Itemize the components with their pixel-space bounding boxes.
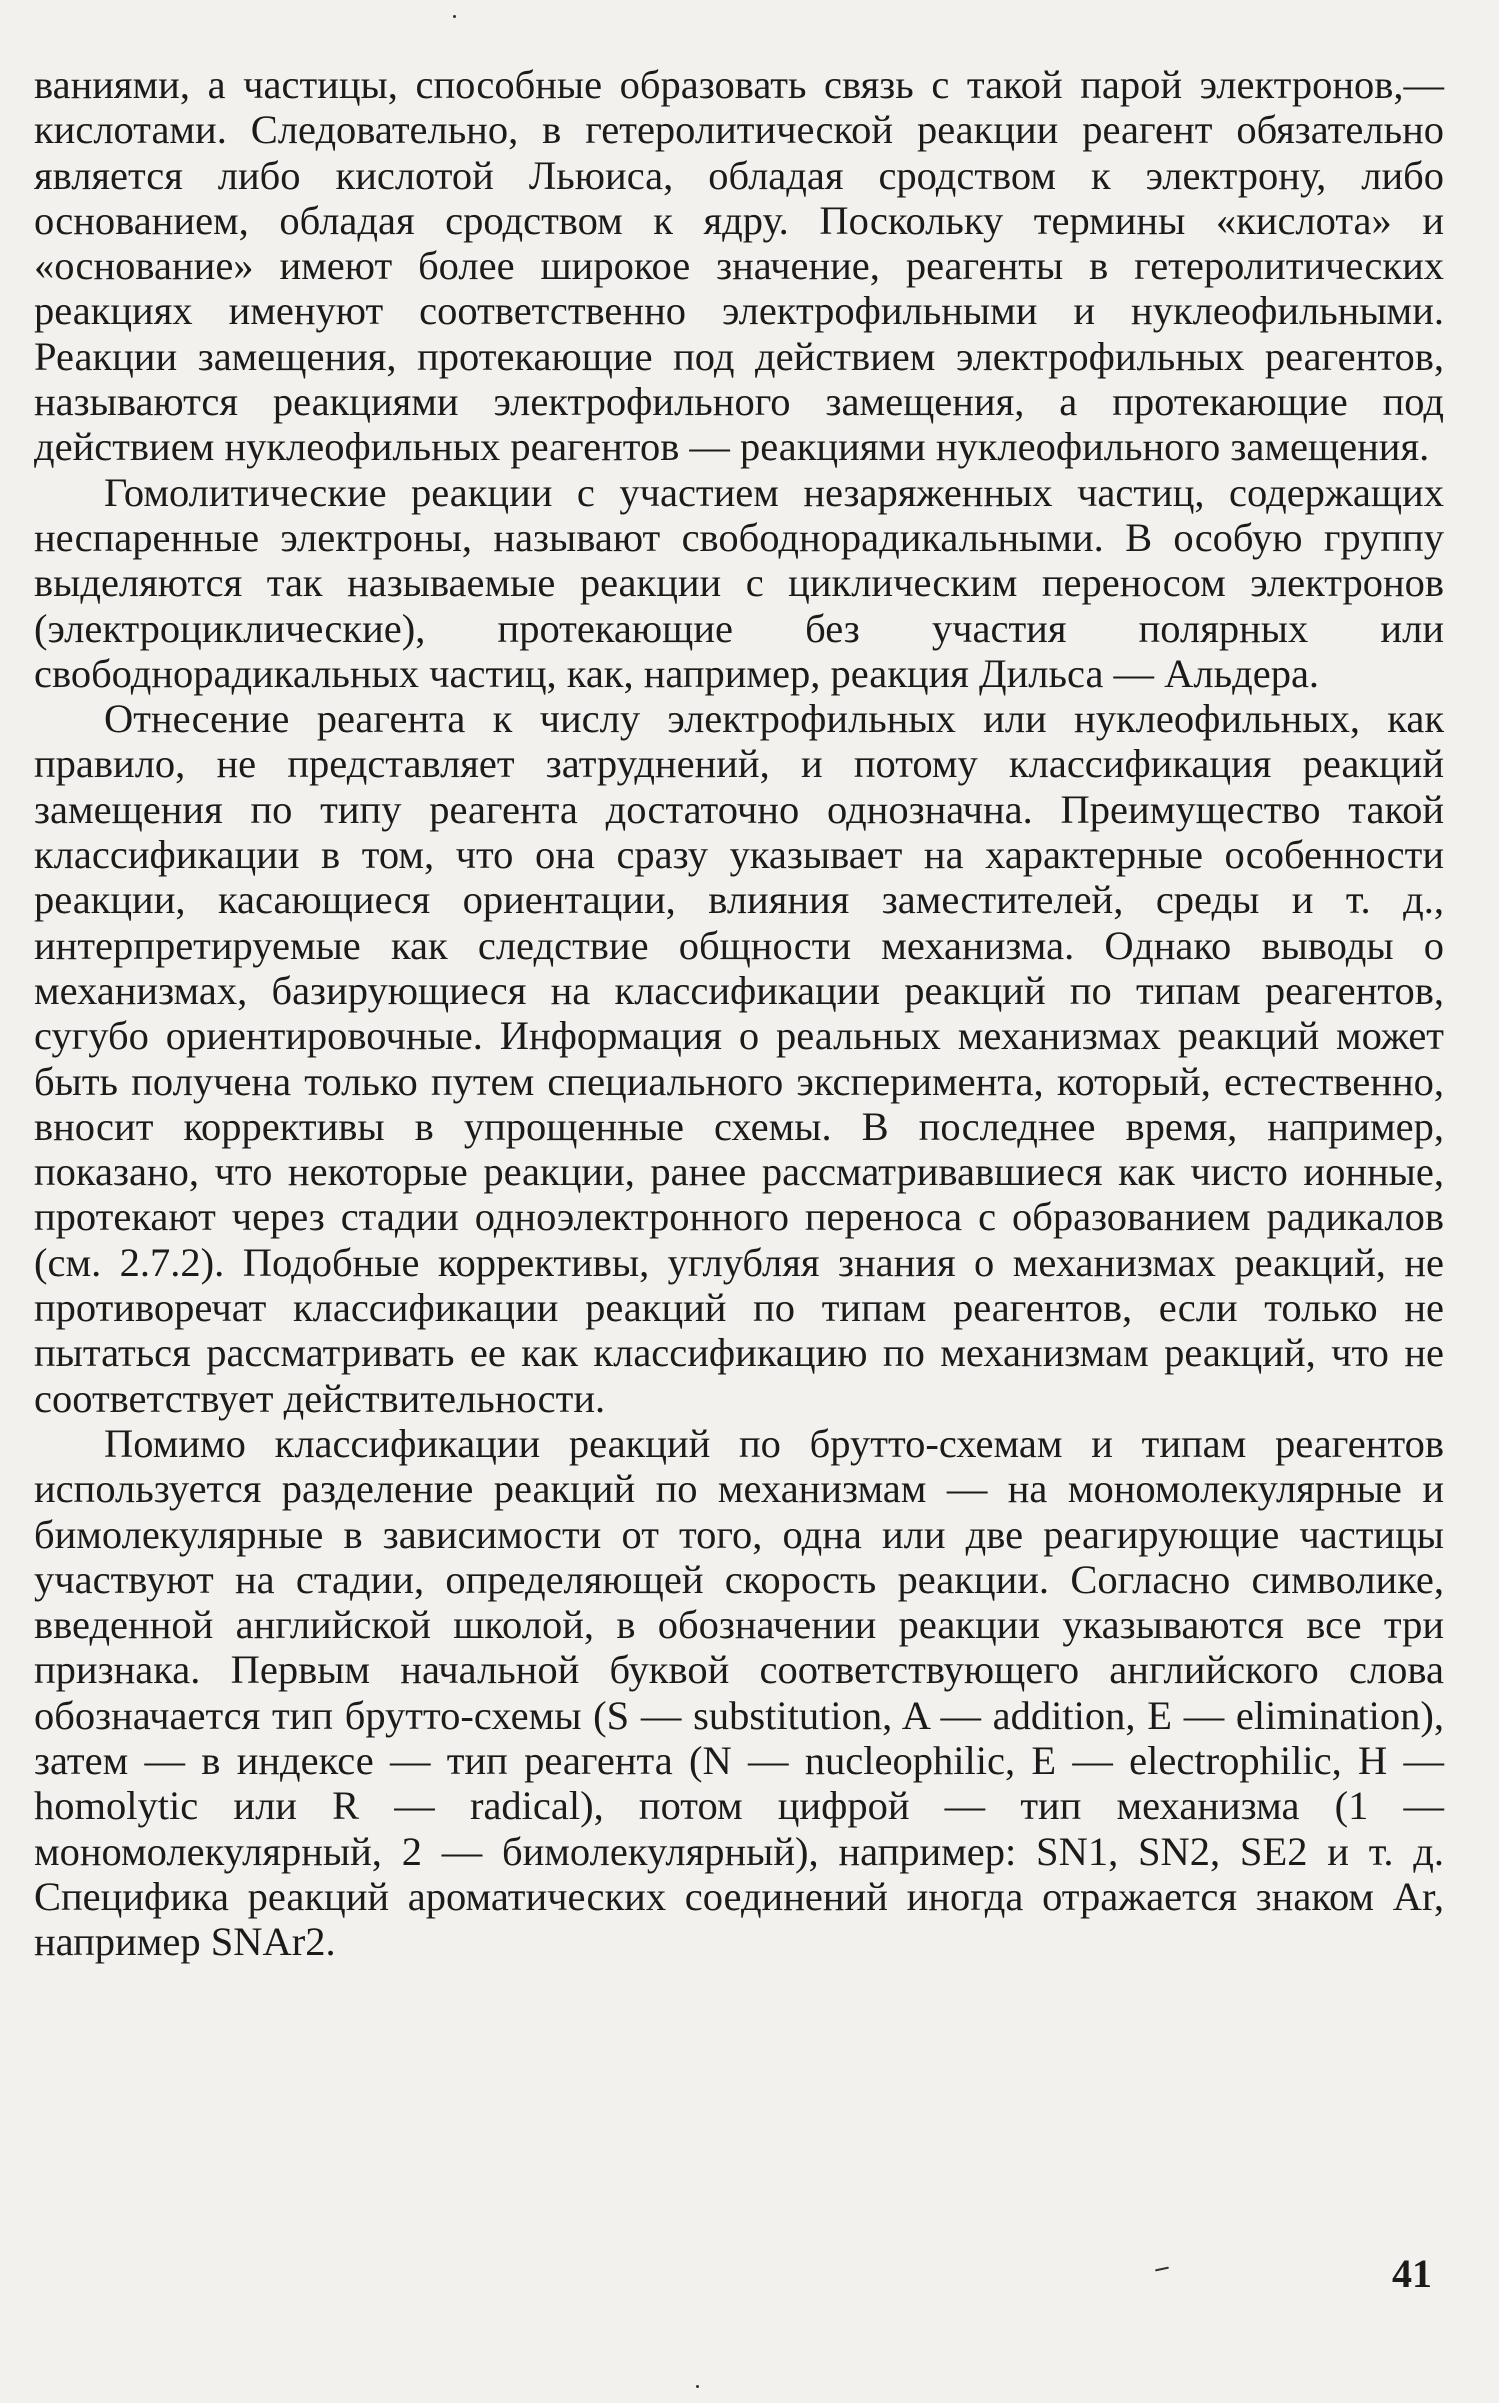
scan-speck bbox=[696, 2385, 699, 2388]
paragraph-2: Гомолитические реакции с участием незаряженных частиц, содержащих неспаренные электроны, называют свободнорадикальными. В особую группу выделяются так называемые реакции с циклическим переносом электронов (электроциклические), протекающие без участия полярных или свободнорадикальных частиц, как, например, реакция Дильса — Альдера. bbox=[34, 469, 1444, 696]
scan-speck bbox=[453, 15, 456, 18]
body-text bbox=[34, 62, 1444, 1964]
paragraph-1: ваниями, а частицы, способные образовать связь с такой парой электронов,— кислотами. Следовательно, в гетеролитической реакции реагент обязательно является либо кислотой Льюиса, обладая сродством к электрону, либо основанием, обладая сродством к ядру. Поскольку термины «кислота» и «основание» имеют более широкое значение, реагенты в гетеролитических реакциях именуют соответственно электрофильными и нуклеофильными. Реакции замещения, протекающие под действием электрофильных реагентов, называются реакциями электрофильного замещения, а протекающие под действием нуклеофильных реагентов — реакциями нуклеофильного замещения. bbox=[34, 62, 1444, 470]
paragraph-4: Помимо классификации реакций по брутто-схемам и типам реагентов используется разделение реакций по механизмам — на мономолекулярные и бимолекулярные в зависимости от того, одна или две реагирующие частицы участвуют на стадии, определяющей скорость реакции. Согласно символике, введенной английской школой, в обозначении реакции указываются все три признака. Первым начальной буквой соответствующего английского слова обозначается тип брутто-схемы (S — substitution, A — addition, E — elimination), затем — в индексе — тип реагента (N — nucleophilic, E — electrophilic, H — homolytic или R — radical), потом цифрой — тип механизма (1 — мономолекулярный, 2 — бимолекулярный), например: SN1, SN2, SE2 и т. д. Специфика реакций ароматических соединений иногда отражается знаком Ar, например SNAr2. bbox=[34, 1420, 1444, 1965]
paragraph-3: Отнесение реагента к числу электрофильных или нуклеофильных, как правило, не представляет затруднений, и потому классификация реакций замещения по типу реагента достаточно однозначна. Преимущество такой классификации в том, что она сразу указывает на характерные особенности реакции, касающиеся ориентации, влияния заместителей, среды и т. д., интерпретируемые как следствие общности механизма. Однако выводы о механизмах, базирующиеся на классификации реакций по типам реагентов, сугубо ориентировочные. Информация о реальных механизмах реакций может быть получена только путем специального эксперимента, который, естественно, вносит коррективы в упрощенные схемы. В последнее время, например, показано, что некоторые реакции, ранее рассматривавшиеся как чисто ионные, протекают через стадии одноэлектронного переноса с образованием радикалов (см. 2.7.2). Подобные коррективы, углубляя знания о механизмах реакций, не противоречат классификации реакций по типам реагентов, если только не пытаться рассматривать ее как классификацию по механизмам реакций, что не соответствует действительности. bbox=[34, 696, 1444, 1421]
page-number: 41 bbox=[1392, 2251, 1432, 2296]
scan-speck bbox=[1155, 2267, 1169, 2272]
